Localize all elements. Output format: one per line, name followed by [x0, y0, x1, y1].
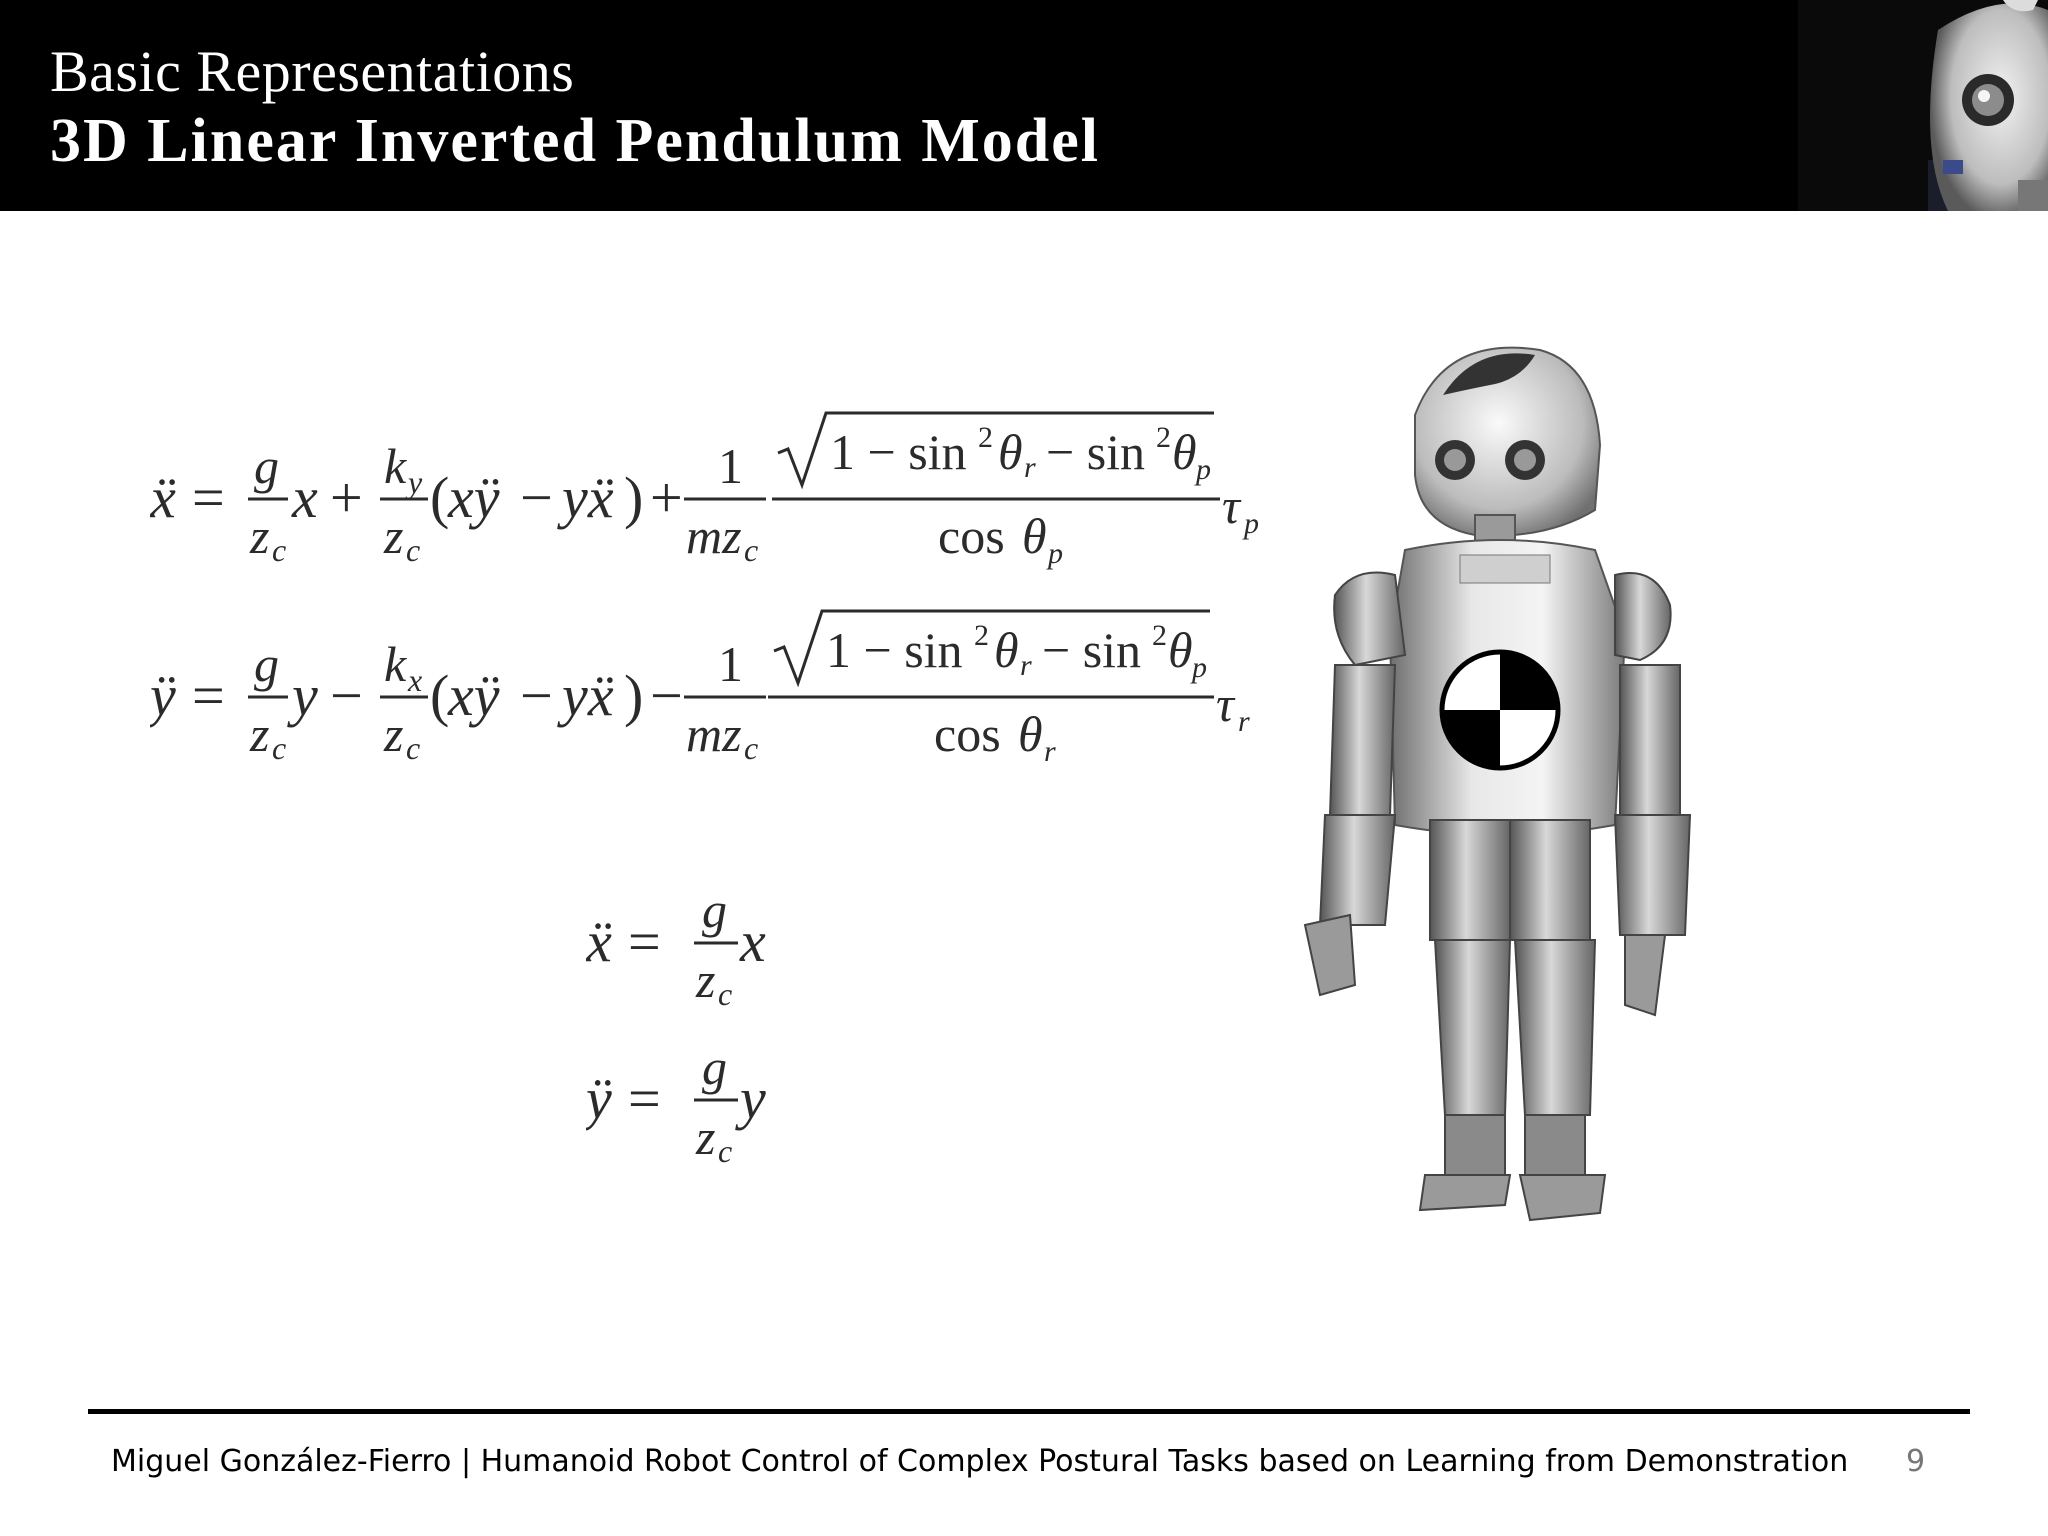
- svg-text:ẍ: ẍ: [586, 909, 612, 974]
- svg-text:c: c: [406, 532, 421, 568]
- svg-text:− sin: − sin: [1042, 622, 1142, 678]
- svg-text:y: y: [740, 1066, 766, 1131]
- svg-text:ÿ: ÿ: [586, 1066, 612, 1131]
- svg-text:θ: θ: [1022, 508, 1047, 564]
- svg-text:−: −: [330, 663, 363, 728]
- svg-text:1: 1: [718, 438, 743, 494]
- svg-text:cos: cos: [934, 706, 1001, 762]
- svg-text:r: r: [1020, 649, 1032, 682]
- svg-text:−: −: [650, 663, 683, 728]
- svg-text:θ: θ: [994, 622, 1019, 678]
- svg-text:2: 2: [974, 619, 989, 652]
- equation-1: [150, 405, 1280, 575]
- svg-text:xÿ: xÿ: [448, 465, 500, 530]
- svg-text:xÿ: xÿ: [448, 663, 500, 728]
- equation-3: [586, 883, 796, 1013]
- svg-text:=: =: [192, 465, 225, 530]
- svg-text:z: z: [696, 952, 716, 1008]
- svg-text:yẍ: yẍ: [562, 663, 614, 728]
- svg-text:ẍ: ẍ: [150, 465, 176, 530]
- svg-text:1: 1: [718, 636, 743, 692]
- svg-text:(: (: [430, 465, 450, 530]
- svg-text:r: r: [1044, 735, 1056, 768]
- svg-text:r: r: [1024, 451, 1036, 484]
- svg-text:2: 2: [978, 421, 993, 454]
- svg-text:cos: cos: [938, 508, 1005, 564]
- svg-text:g: g: [254, 636, 279, 692]
- svg-text:+: +: [650, 465, 683, 530]
- svg-text:θ: θ: [1168, 622, 1193, 678]
- svg-text:p: p: [1048, 537, 1063, 570]
- svg-text:y: y: [292, 663, 318, 728]
- section-title: Basic Representations: [50, 39, 575, 104]
- svg-text:c: c: [744, 730, 759, 766]
- svg-text:z: z: [250, 508, 270, 564]
- svg-text:−: −: [520, 465, 553, 530]
- svg-text:x: x: [740, 909, 766, 974]
- svg-text:): ): [624, 663, 644, 728]
- footer-divider: [88, 1409, 1970, 1414]
- svg-text:−: −: [520, 663, 553, 728]
- svg-text:): ): [624, 465, 644, 530]
- svg-text:k: k: [384, 636, 407, 692]
- svg-text:x: x: [408, 662, 423, 698]
- svg-text:θ: θ: [1172, 424, 1197, 480]
- svg-text:θ: θ: [1018, 706, 1043, 762]
- svg-text:c: c: [406, 730, 421, 766]
- svg-text:g: g: [702, 883, 727, 938]
- footer-citation: Miguel González-Fierro | Humanoid Robot Control of Complex Postural Tasks based on Learning from Demonstration: [111, 1444, 1849, 1479]
- svg-text:y: y: [408, 464, 423, 500]
- svg-text:z: z: [250, 706, 270, 762]
- svg-text:mz: mz: [686, 508, 742, 564]
- svg-text:c: c: [272, 730, 287, 766]
- page-number: 9: [1906, 1444, 1926, 1479]
- svg-text:c: c: [744, 532, 759, 568]
- svg-text:c: c: [718, 1133, 733, 1169]
- svg-text:z: z: [696, 1109, 716, 1165]
- header-robot-photo: [1798, 0, 2048, 211]
- equation-4: [586, 1040, 796, 1170]
- svg-text:ÿ: ÿ: [150, 663, 176, 728]
- svg-text:c: c: [272, 532, 287, 568]
- svg-text:p: p: [1196, 453, 1211, 486]
- svg-text:τ: τ: [1222, 478, 1240, 534]
- svg-text:− sin: − sin: [1046, 424, 1146, 480]
- svg-text:g: g: [702, 1040, 727, 1095]
- slide-header: [0, 0, 2048, 211]
- svg-text:mz: mz: [686, 706, 742, 762]
- svg-text:2: 2: [1152, 619, 1167, 652]
- svg-text:=: =: [628, 909, 661, 974]
- svg-text:yẍ: yẍ: [562, 465, 614, 530]
- svg-text:=: =: [192, 663, 225, 728]
- svg-text:x: x: [292, 465, 318, 530]
- svg-text:c: c: [718, 976, 733, 1012]
- svg-text:θ: θ: [998, 424, 1023, 480]
- equation-2: [150, 603, 1280, 773]
- svg-text:+: +: [330, 465, 363, 530]
- svg-text:(: (: [430, 663, 450, 728]
- svg-text:g: g: [254, 438, 279, 494]
- svg-text:=: =: [628, 1066, 661, 1131]
- slide-title: 3D Linear Inverted Pendulum Model: [50, 107, 1100, 175]
- svg-text:p: p: [1192, 651, 1207, 684]
- svg-text:1 − sin: 1 − sin: [826, 622, 963, 678]
- svg-text:1 − sin: 1 − sin: [830, 424, 967, 480]
- svg-text:p: p: [1244, 507, 1259, 540]
- svg-text:z: z: [384, 706, 404, 762]
- svg-text:2: 2: [1156, 421, 1171, 454]
- svg-text:z: z: [384, 508, 404, 564]
- svg-text:k: k: [384, 438, 407, 494]
- center-of-mass-marker: [1442, 652, 1558, 768]
- svg-text:τ: τ: [1216, 676, 1234, 732]
- robot-photo: [1295, 335, 1765, 1270]
- svg-text:r: r: [1238, 705, 1250, 738]
